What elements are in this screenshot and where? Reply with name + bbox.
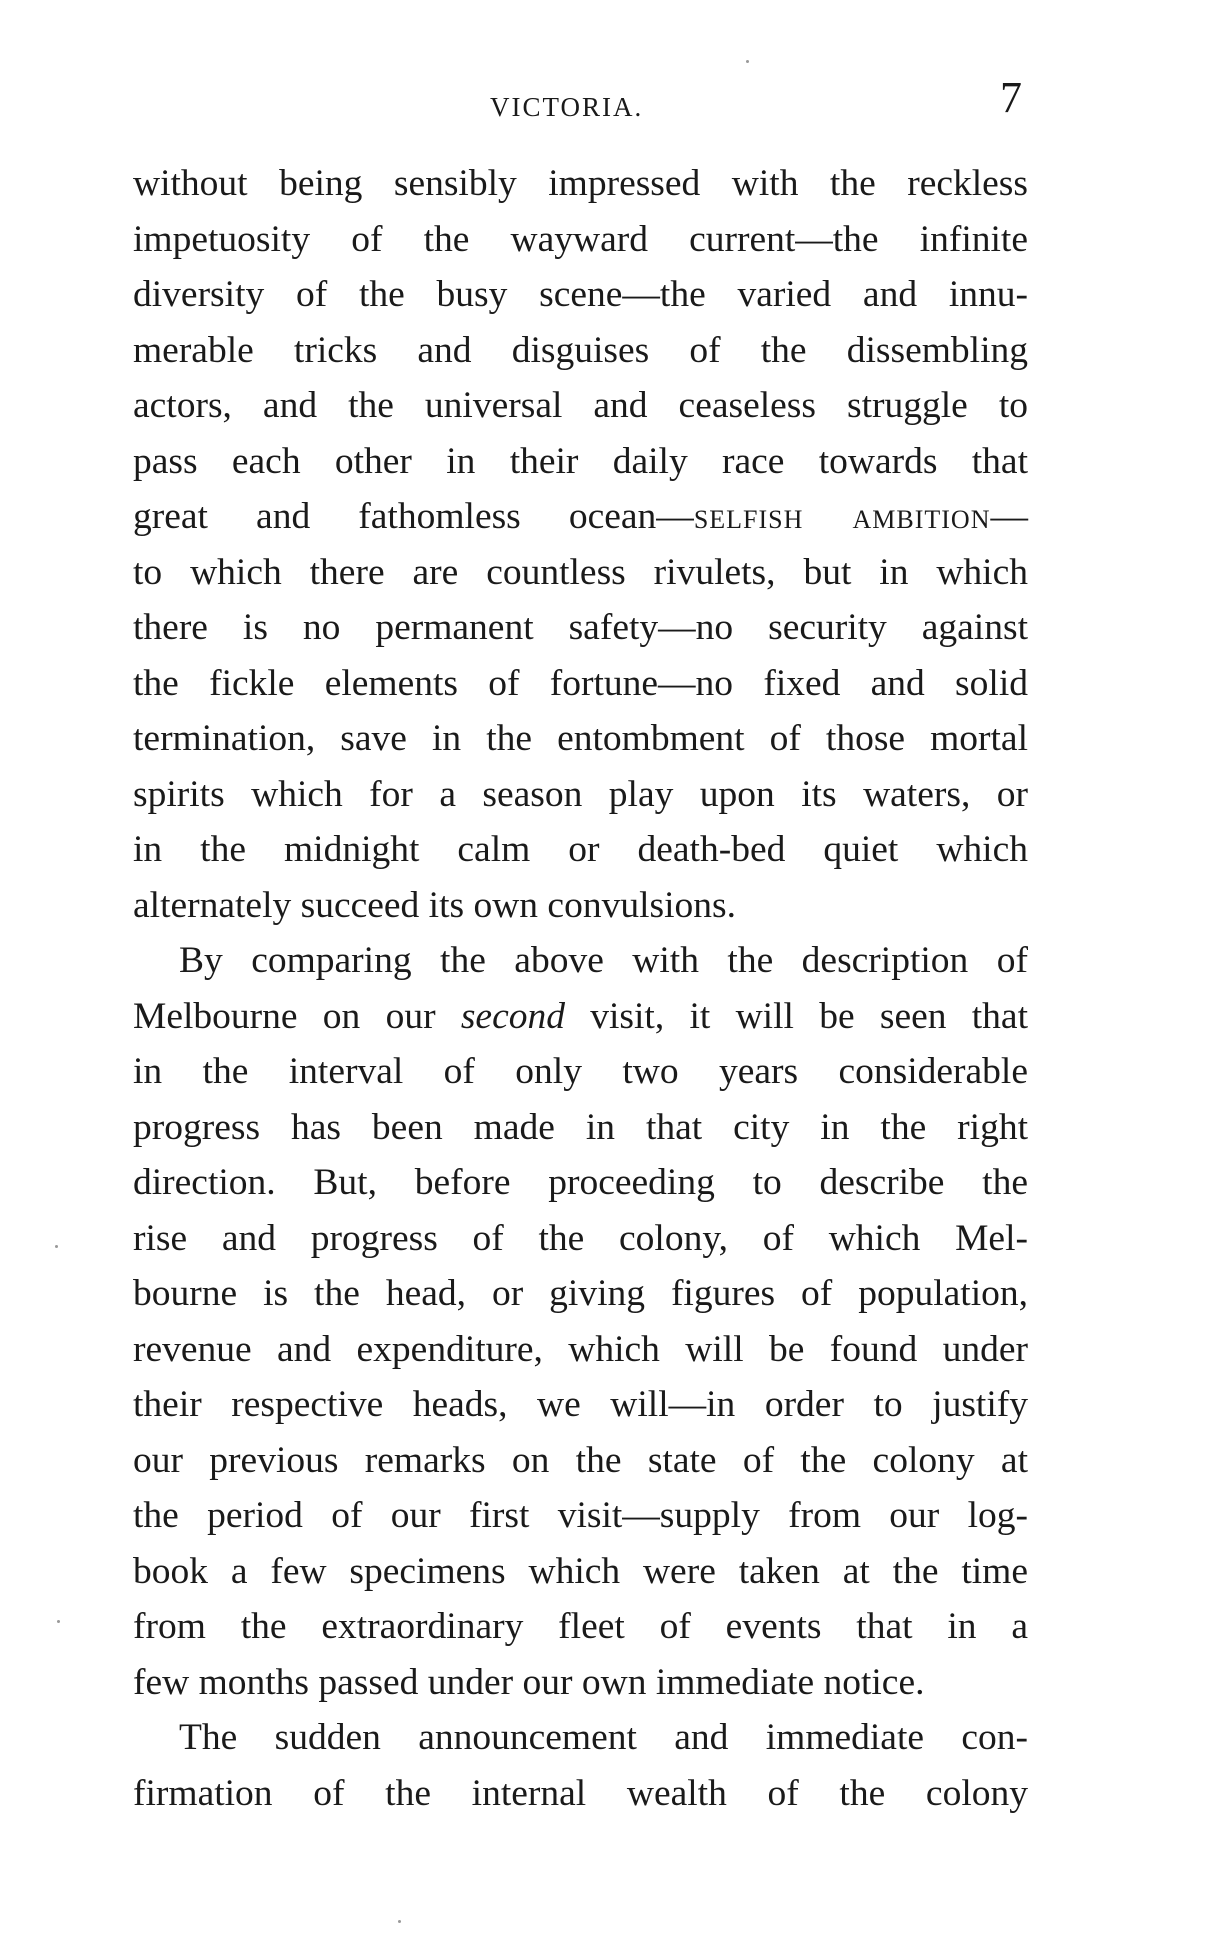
text-line: termination, save in the entombment of those mortal (133, 718, 1028, 759)
text-segment: visit, it will be seen that (564, 995, 1028, 1037)
text-line: from the extraordinary fleet of events that in a (133, 1606, 1028, 1647)
running-head: VICTORIA. (490, 92, 644, 122)
text-line: bourne is the head, or giving figures of population, (133, 1273, 1028, 1314)
text-line: revenue and expenditure, which will be found under (133, 1328, 1028, 1370)
text-line: merable tricks and disguises of the dissembling (133, 329, 1028, 371)
text-line: our previous remarks on the state of the colony at (133, 1439, 1028, 1481)
paper-speck (398, 1920, 401, 1923)
paragraph-1 (133, 156, 1028, 933)
text-line: to which there are countless rivulets, but in which (133, 551, 1028, 593)
paragraph-3 (133, 1710, 1028, 1821)
text-segment: Melbourne on our (133, 995, 461, 1037)
text-line: direction. But, before proceeding to describe the (133, 1162, 1028, 1203)
paper-speck (57, 1620, 60, 1623)
text-line: in the midnight calm or death-bed quiet which (133, 829, 1028, 870)
text-line: their respective heads, we will—in order to justify (133, 1384, 1028, 1425)
text-line: diversity of the busy scene—the varied and innu- (133, 274, 1028, 315)
text-line: there is no permanent safety—no security against (133, 607, 1028, 648)
text-line-with-small-caps (133, 489, 1028, 545)
text-segment: great and fathomless ocean— (133, 496, 694, 537)
text-line: The sudden announcement and immediate con- (179, 1717, 1028, 1758)
text-line: the fickle elements of fortune—no fixed and solid (133, 662, 1028, 704)
text-line-with-italic (133, 989, 1028, 1045)
text-segment: — (990, 496, 1028, 537)
small-caps-phrase: selfish ambition (693, 496, 991, 537)
text-line: in the interval of only two years considerable (133, 1051, 1028, 1092)
text-line: progress has been made in that city in the right (133, 1106, 1028, 1148)
italic-word: second (460, 995, 565, 1037)
text-line: actors, and the universal and ceaseless struggle to (133, 385, 1028, 426)
text-line: pass each other in their daily race towards that (133, 440, 1028, 482)
paper-speck (746, 60, 749, 63)
page-number: 7 (1000, 73, 1022, 122)
text-line: the period of our first visit—supply from our log- (133, 1495, 1028, 1536)
text-line: By comparing the above with the description of (179, 940, 1028, 981)
text-line: firmation of the internal wealth of the colony (133, 1772, 1028, 1814)
text-line: spirits which for a season play upon its waters, or (133, 773, 1028, 815)
text-line: without being sensibly impressed with the reckless (133, 163, 1028, 204)
text-line: alternately succeed its own convulsions. (133, 884, 736, 926)
text-line: book a few specimens which were taken at the time (133, 1550, 1028, 1592)
text-line: rise and progress of the colony, of which Mel- (133, 1217, 1028, 1259)
paragraph-2 (133, 933, 1028, 1710)
text-line: impetuosity of the wayward current—the infinite (133, 218, 1028, 260)
text-line: few months passed under our own immediate notice. (133, 1661, 925, 1703)
body-text (133, 156, 1028, 1821)
paper-speck (55, 1245, 58, 1248)
